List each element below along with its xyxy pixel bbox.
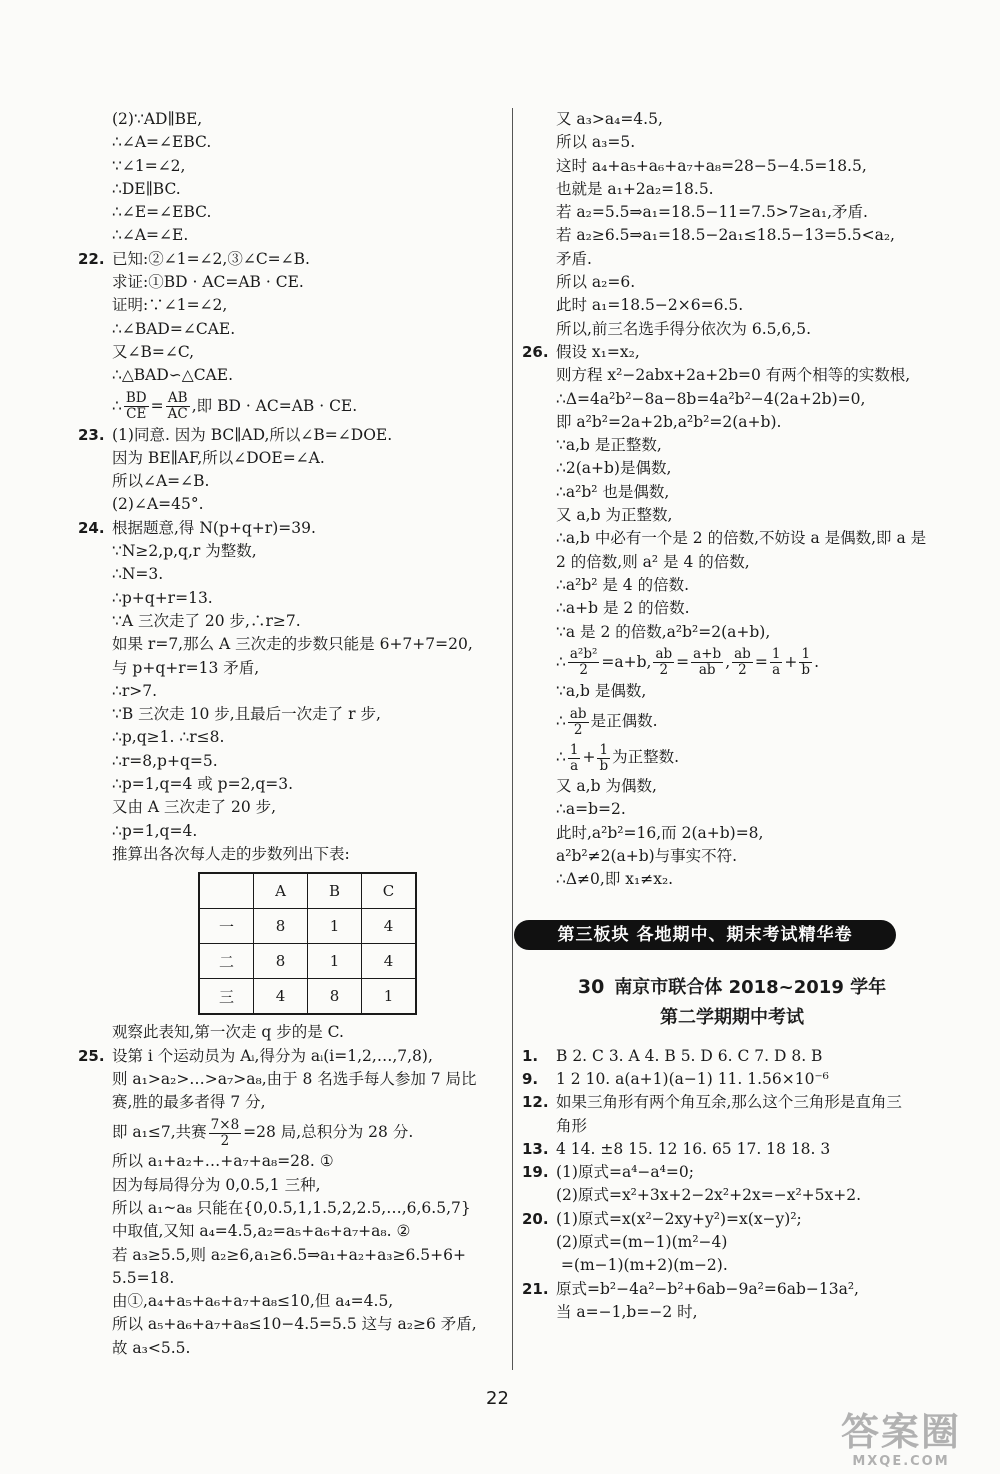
q26: 26. 假设 x₁=x₂, 则方程 x²−2abx+2a+2b=0 有两个相等的实数根, ∴Δ=4a²b²−8a−8b=4a²b²−4(2a+2b)=0, 即 a²b²=2a+2b,a²b²=2(a+b). ∵a,b 是正整数, ∴2(a+b)是偶数, ∴a²b² 也是偶数, 又 a,b 为正整数, ∴a,b 中必有一个是 2 的倍数,不妨设 a 是偶数,即 a 是 2 的倍数,则 a² 是 4 的倍数, ∴a²b² 是 4 的倍数. ∴a+b 是 2 的倍数. ∵a 是 2 的倍数,a²b²=2(a+b), ∴ $\frac{\text{a²b²}}{2}$ =a+b, $\frac{ab}{2}$ = $\frac{a+b}{ab}$ , $\frac{ab}{2}$ = $\frac{1}{a}$ + $\frac{1}{b}$ . ∵a,b 是偶数, ∴ $\frac{ab}{2}$ 是正偶数. ∴ $\frac{1}{a}$ + $\frac{1}{b}$ 为正整数. 又 a,b 为偶数, ∴a=b=2. 此时,a²b²=16,而 2(a+b)=8, a²b²≠2(a+b)与事实不符. ∴Δ≠0,即 x₁≠x₂.: [522, 341, 942, 892]
text-line: 若 a₃≥5.5,则 a₂≥6,a₁≥6.5⇒a₁+a₂+a₃≥6.5+6+: [112, 1245, 466, 1264]
text-line: ∴Δ=4a²b²−8a−8b=4a²b²−4(2a+2b)=0,: [556, 389, 866, 408]
text-line: ∴p=1,q=4 或 p=2,q=3.: [112, 775, 294, 794]
proportion-line: ∴ $\frac{BD}{CE}$ = $\frac{AB}{AC}$ ,即 BD · AC=AB · CE.: [112, 390, 358, 423]
table-header-row: A B C: [199, 873, 416, 909]
text-line: ∴Δ≠0,即 x₁≠x₂.: [556, 870, 674, 889]
fraction: $\frac{7\times 8}{2}$: [210, 1116, 240, 1149]
answer-line: 21. 原式=b²−4a²−b²+6ab−9a²=6ab−13a²,: [522, 1278, 942, 1301]
text-line: ∴a=b=2.: [556, 800, 626, 819]
answer-line: 13. 4 14. ±8 15. 12 16. 65 17. 18 18. 3: [522, 1138, 942, 1161]
text-line: ∴p+q+r=13.: [112, 588, 213, 607]
question-number: 21.: [522, 1279, 549, 1298]
fraction-line: ∴ $\frac{1}{a}$ + $\frac{1}{b}$ 为正整数.: [556, 741, 680, 774]
text-line: ∴a²b² 是 4 的倍数.: [556, 575, 690, 594]
table-row: 二 8 1 4: [199, 944, 416, 979]
text-line: 这时 a₄+a₅+a₆+a₇+a₈=28−5−4.5=18.5,: [556, 156, 867, 175]
q24: 24. 根据题意,得 N(p+q+r)=39. ∵N≥2,p,q,r 为整数, ∴N=3. ∴p+q+r=13. ∵A 三次走了 20 步,∴r≥7. 如果 r=7,那么 A 三次走的步数只能是 6+7+7=20, 与 p+q+r=13 矛盾, ∴r>7. ∵B 三次走 10 步,且最后一次走了 r 步, ∴p,q≥1. ∴r≤8. ∴r=8,p+q=5. ∴p=1,q=4 或 p=2,q=3. 又由 A 三次走了 20 步, ∴p=1,q=4. 推算出各次每人走的步数列出下表: A B C 一 8 1 4 二 8 1 4 三 4 8 1 观察此表知,第一次走 q 步的是 C.: [78, 517, 510, 1045]
column-divider: [512, 108, 513, 1370]
fraction: $\frac{BD}{CE}$: [125, 390, 147, 423]
question-number: 24.: [78, 518, 105, 537]
text-line: ∵B 三次走 10 步,且最后一次走了 r 步,: [112, 705, 381, 724]
text-line: 矛盾.: [556, 249, 592, 268]
table-row: 三 4 8 1: [199, 979, 416, 1015]
text-line: ∴p,q≥1. ∴r≤8.: [112, 728, 225, 747]
text-line: (2)∠A=45°.: [112, 495, 204, 514]
answer-line: 9. 1 2 10. a(a+1)(a−1) 11. 1.56×10⁻⁶: [522, 1068, 942, 1091]
answer-line: 角形: [556, 1116, 588, 1135]
table-row: 一 8 1 4: [199, 909, 416, 944]
text-line: 所以,前三名选手得分依次为 6.5,6,5.: [556, 319, 812, 338]
fraction-line: ∴ $\frac{ab}{2}$ 是正偶数.: [556, 705, 658, 738]
text-line: 由①,a₄+a₅+a₆+a₇+a₈≤10,但 a₄=4.5,: [112, 1292, 394, 1311]
text-line: 与 p+q+r=13 矛盾,: [112, 658, 260, 677]
text-line: 所以 a₃=5.: [556, 133, 636, 152]
text-line: ∴∠A=∠E.: [112, 226, 189, 245]
text-line: 如果 r=7,那么 A 三次走的步数只能是 6+7+7=20,: [112, 635, 473, 654]
answer-line: 1. B 2. C 3. A 4. B 5. D 6. C 7. D 8. B: [522, 1045, 942, 1068]
text-line: 因为每局得分为 0,0.5,1 三种,: [112, 1175, 321, 1194]
text-line: ∴p=1,q=4.: [112, 821, 198, 840]
section-banner: 第三板块 各地期中、期末考试精华卷: [514, 920, 896, 950]
text-line: 求证:①BD · AC=AB · CE.: [112, 273, 304, 292]
question-number: 13.: [522, 1139, 549, 1158]
text-line: ∵a,b 是正整数,: [556, 436, 662, 455]
question-number: 26.: [522, 342, 549, 361]
text-line: ∴a²b² 也是偶数,: [556, 482, 670, 501]
answer-line: (2)原式=(m−1)(m²−4): [556, 1232, 728, 1251]
text-line: 则方程 x²−2abx+2a+2b=0 有两个相等的实数根,: [556, 366, 911, 385]
q25: 25. 设第 i 个运动员为 Aᵢ,得分为 aᵢ(i=1,2,…,7,8), 则 a₁>a₂>…>a₇>a₈,由于 8 名选手每人参加 7 局比 赛,胜的最多者得 7 分, 即 a₁≤7,共赛 $\frac{7\times 8}{2}$ =28 局,总积分为 28 分. 所以 a₁+a₂+…+a₇+a₈=28. ① 因为每局得分为 0,0.5,1 三种, 所以 a₁~a₈ 只能在{0,0.5,1,1.5,2,2.5,…,6,6.5,7} 中取值,又知 a₄=4.5,a₂=a₅+a₆+a₇+a₈. ② 若 a₃≥5.5,则 a₂≥6,a₁≥6.5⇒a₁+a₂+a₃≥6.5+6+ 5.5=18. 由①,a₄+a₅+a₆+a₇+a₈≤10,但 a₄=4.5, 所以 a₅+a₆+a₇+a₈≤10−4.5=5.5 这与 a₂≥6 矛盾, 故 a₃<5.5.: [78, 1045, 510, 1361]
answer-line: 当 a=−1,b=−2 时,: [556, 1302, 698, 1321]
text-line: 因为 BE∥AF,所以∠DOE=∠A.: [112, 448, 325, 467]
text-line: ∴a+b 是 2 的倍数.: [556, 599, 690, 618]
right-column: [522, 108, 942, 1324]
question-number: 25.: [78, 1046, 105, 1065]
q22: 22. 已知:②∠1=∠2,③∠C=∠B. 求证:①BD · AC=AB · CE. 证明:∵∠1=∠2, ∴∠BAD=∠CAE. 又∠B=∠C, ∴△BAD∽△CAE. ∴ $\frac{BD}{CE}$ = $\frac{AB}{AC}$ ,即 BD · AC=AB · CE.: [78, 248, 510, 424]
text-line: ∴2(a+b)是偶数,: [556, 459, 672, 478]
exam-title: 30 南京市联合体 2018~2019 学年 第二学期期中考试: [577, 975, 887, 1028]
text-line: ∴∠A=∠EBC.: [112, 133, 212, 152]
text-line: 又 a,b 为正整数,: [556, 506, 673, 525]
text-line: ∴a,b 中必有一个是 2 的倍数,不妨设 a 是偶数,即 a 是: [556, 529, 927, 548]
text-line: 中取值,又知 a₄=4.5,a₂=a₅+a₆+a₇+a₈. ②: [112, 1222, 411, 1241]
text-line: 又由 A 三次走了 20 步,: [112, 798, 277, 817]
steps-table: [198, 872, 417, 1015]
q21-part2: [78, 108, 510, 248]
text-line: 所以 a₁~a₈ 只能在{0,0.5,1,1.5,2,2.5,…,6,6.5,7}: [112, 1198, 471, 1217]
text-line: ∴∠BAD=∠CAE.: [112, 319, 236, 338]
answer-list: [522, 1045, 942, 1325]
text-line: 则 a₁>a₂>…>a₇>a₈,由于 8 名选手每人参加 7 局比: [112, 1069, 477, 1088]
text-line: a²b²≠2(a+b)与事实不符.: [556, 847, 738, 866]
text-line: ∴∠E=∠EBC.: [112, 203, 212, 222]
question-number: 22.: [78, 249, 105, 268]
text-line: 证明:∵∠1=∠2,: [112, 296, 228, 315]
watermark-logo: 答案圈 MXQE.COM: [840, 1410, 961, 1469]
text-line: 所以 a₂=6.: [556, 273, 636, 292]
text-line: ∵N≥2,p,q,r 为整数,: [112, 542, 257, 561]
text-line: 5.5=18.: [112, 1268, 175, 1287]
page-number: 22: [486, 1388, 509, 1409]
answer-line: (2)原式=x²+3x+2−2x²+2x=−x²+5x+2.: [556, 1186, 862, 1205]
text-line: 2 的倍数,则 a² 是 4 的倍数,: [556, 552, 750, 571]
text-line: 推算出各次每人走的步数列出下表:: [112, 844, 350, 863]
text-line: 故 a₃<5.5.: [112, 1338, 191, 1357]
text-line: ∴r=8,p+q=5.: [112, 751, 218, 770]
text-line: ∴△BAD∽△CAE.: [112, 366, 233, 385]
text-line: 又 a₃>a₄=4.5,: [556, 110, 663, 128]
text-line: 所以 a₅+a₆+a₇+a₈≤10−4.5=5.5 这与 a₂≥6 矛盾,: [112, 1315, 477, 1334]
question-number: 23.: [78, 425, 105, 444]
answer-line: 20. (1)原式=x(x²−2xy+y²)=x(x−y)²;: [522, 1208, 942, 1231]
text-line: (2)∵AD∥BE,: [112, 110, 203, 128]
text-line: 此时 a₁=18.5−2×6=6.5.: [556, 296, 744, 315]
text-line: ∴r>7.: [112, 681, 158, 700]
text-line: 所以 a₁+a₂+…+a₇+a₈=28. ①: [112, 1152, 334, 1171]
question-number: 12.: [522, 1093, 549, 1112]
text-line: ∵∠1=∠2,: [112, 156, 186, 175]
question-number: 9.: [522, 1069, 539, 1088]
text-line: 也就是 a₁+2a₂=18.5.: [556, 179, 714, 198]
text-line: 赛,胜的最多者得 7 分,: [112, 1093, 266, 1112]
text-line: ∵A 三次走了 20 步,∴r≥7.: [112, 611, 301, 630]
text-line: ∵a 是 2 的倍数,a²b²=2(a+b),: [556, 622, 771, 641]
text-line: 又∠B=∠C,: [112, 342, 195, 361]
left-column: [78, 108, 510, 1360]
text-line: 又 a,b 为偶数,: [556, 777, 657, 796]
question-number: 19.: [522, 1163, 549, 1182]
text-line: 即 a²b²=2a+2b,a²b²=2(a+b).: [556, 412, 782, 431]
answer-line: 12. 如果三角形有两个角互余,那么这个三角形是直角三: [522, 1091, 942, 1114]
q23: 23. (1)同意. 因为 BC∥AD,所以∠B=∠DOE. 因为 BE∥AF,所以∠DOE=∠A. 所以∠A=∠B. (2)∠A=45°.: [78, 424, 510, 517]
q25-continued: [522, 108, 942, 341]
text-line: ∴N=3.: [112, 565, 164, 584]
answer-line: =(m−1)(m+2)(m−2).: [556, 1256, 728, 1275]
fraction-line: ∴ $\frac{\text{a²b²}}{2}$ =a+b, $\frac{ab}{2}$ = $\frac{a+b}{ab}$ , $\frac{ab}{2}$ = $\frac{1}{a}$ + $\frac{1}{b}$ .: [556, 646, 820, 679]
text-line: ∴DE∥BC.: [112, 179, 181, 198]
text-line: 若 a₂≥6.5⇒a₁=18.5−2a₁≤18.5−13=5.5<a₂,: [556, 226, 895, 245]
question-number: 20.: [522, 1209, 549, 1228]
text-line: 所以∠A=∠B.: [112, 472, 210, 491]
fraction-line: 即 a₁≤7,共赛 $\frac{7\times 8}{2}$ =28 局,总积分为 28 分.: [112, 1116, 414, 1149]
answer-line: 19. (1)原式=a⁴−a⁴=0;: [522, 1161, 942, 1184]
text-line: 此时,a²b²=16,而 2(a+b)=8,: [556, 823, 764, 842]
fraction: $\frac{AB}{AC}$: [167, 390, 188, 423]
question-number: 1.: [522, 1046, 539, 1065]
text-line: 若 a₂=5.5⇒a₁=18.5−11=7.5>7≥a₁,矛盾.: [556, 203, 868, 222]
